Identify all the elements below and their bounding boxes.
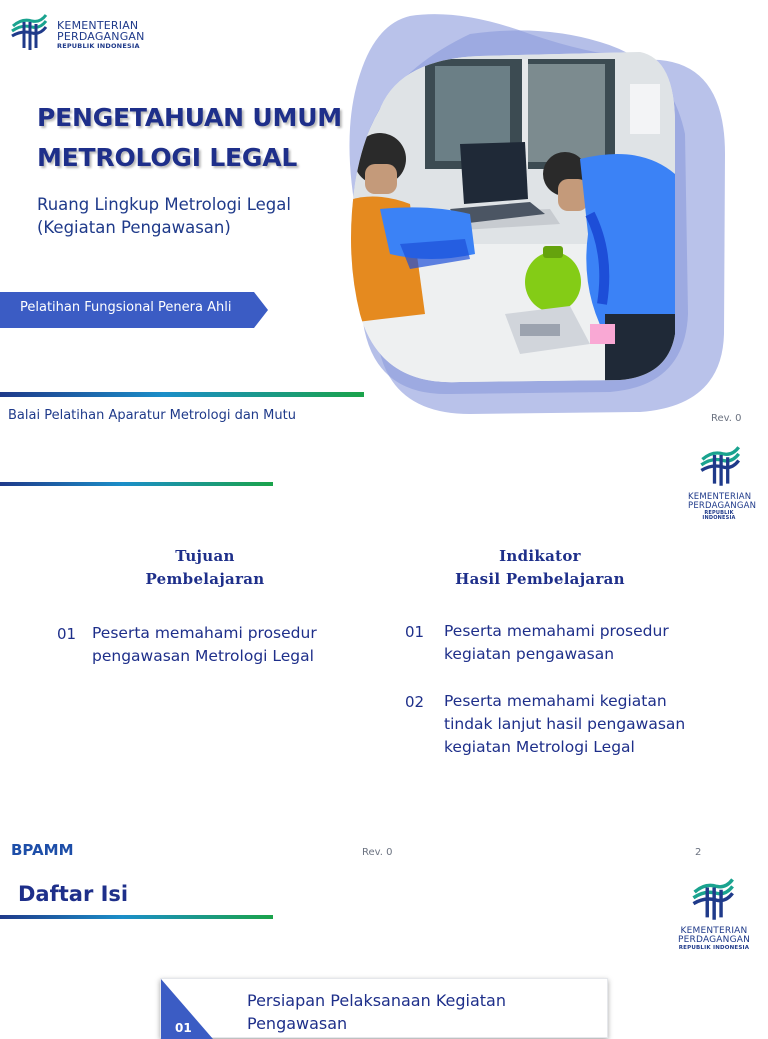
logo-line-2: PERDAGANGAN bbox=[57, 30, 145, 43]
footer-brand: BPAMM bbox=[11, 841, 74, 859]
toc-title: Daftar Isi bbox=[18, 882, 129, 906]
item-number: 01 bbox=[57, 625, 77, 643]
page-number: 2 bbox=[695, 847, 702, 858]
objectives-heading bbox=[120, 545, 290, 591]
item-line: kegiatan Metrologi Legal bbox=[444, 738, 635, 756]
heading-line: Tujuan bbox=[175, 547, 235, 565]
logo-text bbox=[688, 492, 757, 521]
gradient-divider bbox=[0, 482, 273, 486]
revision-label: Rev. 0 bbox=[362, 847, 393, 858]
logo-line-3: REPUBLIK INDONESIA bbox=[702, 510, 736, 521]
item-line: tindak lanjut hasil pengawasan bbox=[444, 715, 686, 733]
heading-line: Hasil Pembelajaran bbox=[455, 570, 625, 588]
heading-line: Pembelajaran bbox=[145, 570, 265, 588]
list-item bbox=[444, 690, 744, 759]
logo-line-1: KEMENTERIAN bbox=[57, 19, 139, 32]
revision-label: Rev. 0 bbox=[711, 413, 742, 424]
logo-text bbox=[678, 927, 750, 952]
item-line: Peserta memahami prosedur bbox=[92, 624, 317, 642]
slide-cover bbox=[0, 0, 768, 432]
item-line: pengawasan Metrologi Legal bbox=[92, 647, 314, 665]
cover-photo bbox=[340, 14, 735, 416]
logo-line-2: PERDAGANGAN bbox=[678, 935, 751, 945]
kemendag-logo-icon bbox=[10, 12, 48, 52]
item-line: Peserta memahami kegiatan bbox=[444, 692, 667, 710]
indicators-heading bbox=[440, 545, 640, 591]
list-item bbox=[444, 620, 744, 666]
kemendag-logo-icon bbox=[689, 876, 737, 922]
toc-item[interactable] bbox=[160, 978, 608, 1038]
list-item bbox=[92, 622, 362, 668]
item-number: 02 bbox=[405, 693, 425, 711]
logo-line-3: REPUBLIK INDONESIA bbox=[678, 945, 750, 951]
toc-item-label: Persiapan Pelaksanaan Kegiatan Pengawasan bbox=[247, 991, 506, 1033]
logo-line-1: KEMENTERIAN bbox=[688, 492, 752, 502]
logo-line-2: PERDAGANGAN bbox=[688, 500, 757, 511]
item-number: 01 bbox=[405, 623, 425, 641]
heading-line: Indikator bbox=[499, 547, 581, 565]
kemendag-logo-icon bbox=[697, 444, 743, 488]
logo-line-3: REPUBLIK INDONESIA bbox=[57, 42, 140, 50]
slide-toc bbox=[0, 864, 768, 1035]
logo-line-1: KEMENTERIAN bbox=[680, 926, 748, 936]
item-line: Peserta memahami prosedur bbox=[444, 622, 669, 640]
item-line: kegiatan pengawasan bbox=[444, 645, 615, 663]
gradient-divider bbox=[0, 392, 364, 397]
institution-footer: Balai Pelatihan Aparatur Metrologi dan Mutu bbox=[8, 408, 296, 423]
page-title: PENGETAHUAN UMUM METROLOGI LEGAL bbox=[37, 103, 342, 172]
slide-objectives bbox=[0, 432, 768, 864]
subtitle: Ruang Lingkup Metrologi Legal (Kegiatan Pengawasan) bbox=[37, 195, 291, 237]
gradient-divider bbox=[0, 915, 273, 919]
course-ribbon-label: Pelatihan Fungsional Penera Ahli bbox=[20, 300, 232, 315]
toc-item-number: 01 bbox=[175, 1021, 192, 1035]
logo-text bbox=[57, 20, 145, 50]
